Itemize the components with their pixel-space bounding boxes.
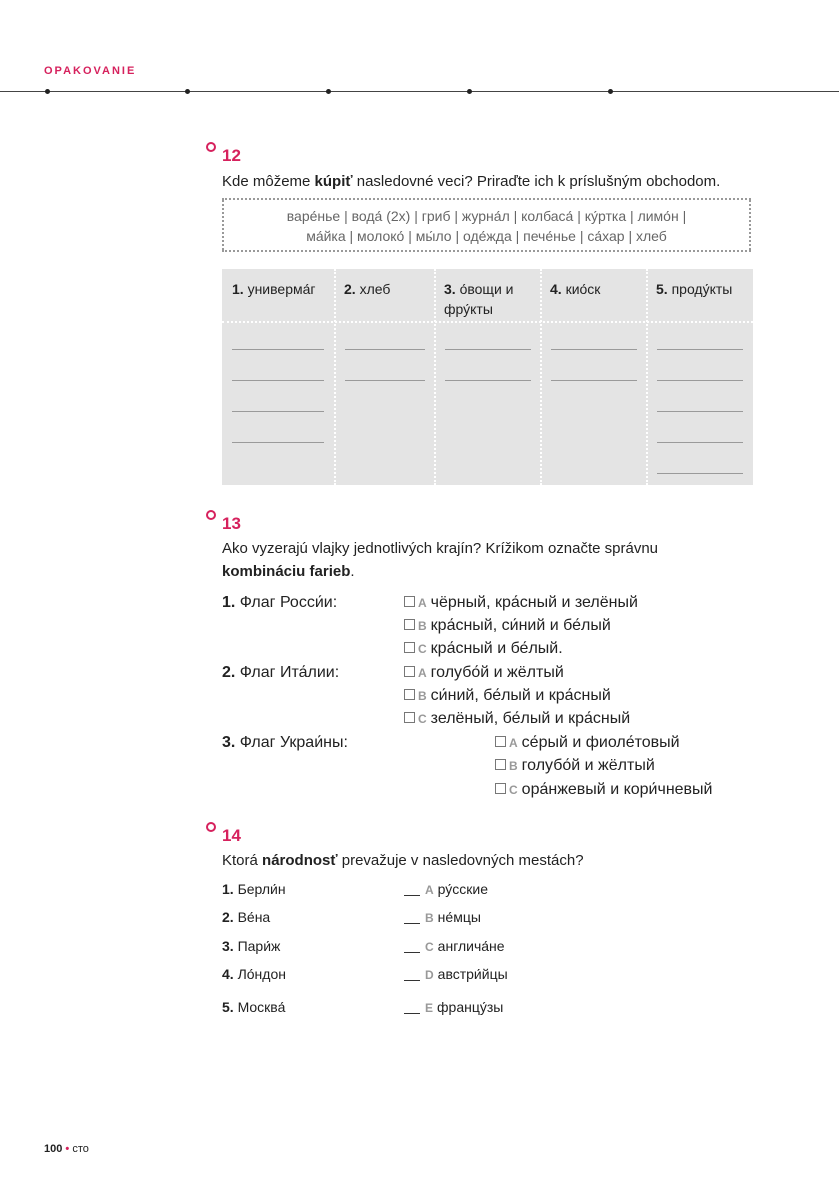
city-number: 1.	[222, 881, 234, 897]
header-divider	[222, 321, 753, 323]
answer-blank[interactable]	[232, 380, 324, 381]
nationality-text: францу́зы	[437, 999, 504, 1015]
nationality-text: ру́сские	[437, 881, 489, 897]
shop-number: 1.	[232, 281, 244, 297]
flag-option[interactable]	[404, 664, 564, 682]
page-number: 100	[44, 1143, 63, 1155]
option-text: си́ний, бе́лый и кра́сный	[430, 687, 611, 704]
rule-dot	[326, 89, 331, 94]
option-text: кра́сный и бе́лый.	[430, 640, 563, 657]
instruction-text: Ktorá	[222, 852, 263, 869]
option-letter: A	[418, 596, 427, 610]
city-name: Ве́на	[237, 909, 271, 925]
shop-number: 4.	[550, 281, 562, 297]
word-bank-line-2: ма́йка | молоко́ | мы́ло | оде́жда | пече́нье | са́хар | хлеб	[306, 228, 667, 244]
answer-gap[interactable]	[404, 895, 420, 896]
shop-table	[222, 269, 753, 485]
option-letter: A	[418, 666, 427, 680]
nationality-item[interactable]	[404, 909, 481, 925]
option-text: чёрный, кра́сный и зелёный	[430, 594, 638, 611]
answer-blank[interactable]	[657, 411, 743, 412]
option-letter: C	[418, 712, 427, 726]
question-label: Флаг Украи́ны:	[239, 734, 348, 751]
option-letter: A	[509, 736, 518, 750]
option-letter: B	[418, 619, 427, 633]
word-bank-line-1: варе́нье | вода́ (2х) | гриб | журна́л | колбаса́ | ку́ртка | лимо́н |	[286, 208, 687, 224]
flag-option[interactable]	[495, 757, 655, 775]
answer-blank[interactable]	[657, 442, 743, 443]
checkbox[interactable]	[404, 619, 415, 630]
option-text: голубо́й и жёлтый	[521, 757, 655, 774]
flag-question-1	[222, 594, 337, 612]
flag-option[interactable]	[495, 781, 713, 799]
rule-dot	[467, 89, 472, 94]
checkbox[interactable]	[404, 712, 415, 723]
exercise-number-12: 12	[222, 146, 241, 165]
checkbox[interactable]	[495, 783, 506, 794]
shop-header	[344, 279, 428, 299]
nationality-text: австри́йцы	[437, 966, 508, 982]
shop-name: кио́ск	[565, 281, 601, 297]
question-label: Флаг Росси́и:	[239, 594, 338, 611]
shop-name: о́вощи и фру́кты	[444, 281, 514, 317]
city-item	[222, 881, 286, 897]
option-letter: B	[509, 759, 518, 773]
option-text: зелёный, бе́лый и кра́сный	[430, 710, 631, 727]
option-text: се́рый и фиоле́товый	[521, 734, 680, 751]
flag-option[interactable]	[404, 710, 630, 728]
answer-blank[interactable]	[551, 349, 637, 350]
instruction-text: Kde môžeme	[222, 173, 315, 190]
answer-blank[interactable]	[657, 380, 743, 381]
shop-column	[334, 269, 434, 485]
answer-blank[interactable]	[345, 380, 425, 381]
flag-option[interactable]	[404, 594, 638, 612]
exercise-number-14: 14	[222, 826, 241, 845]
answer-blank[interactable]	[657, 349, 743, 350]
page-word: сто	[72, 1143, 89, 1155]
city-number: 5.	[222, 999, 234, 1015]
answer-blank[interactable]	[445, 380, 531, 381]
shop-name: хлеб	[359, 281, 391, 297]
city-name: Берли́н	[237, 881, 286, 897]
nationality-text: не́мцы	[437, 909, 481, 925]
rule-dot	[608, 89, 613, 94]
shop-column	[540, 269, 646, 485]
city-name: Пари́ж	[237, 938, 281, 954]
option-letter: B	[418, 689, 427, 703]
city-number: 2.	[222, 909, 234, 925]
shop-column	[646, 269, 753, 485]
section-title: OPAKOVANIE	[44, 65, 137, 77]
shop-name: проду́кты	[671, 281, 733, 297]
city-item	[222, 999, 285, 1015]
answer-gap[interactable]	[404, 1013, 420, 1014]
checkbox[interactable]	[495, 759, 506, 770]
answer-blank[interactable]	[232, 411, 324, 412]
instruction-bold: národnosť	[262, 852, 338, 869]
option-letter: C	[418, 642, 427, 656]
instruction-text: .	[350, 563, 355, 580]
exercise-marker-icon	[206, 142, 216, 152]
option-letter: C	[509, 783, 518, 797]
answer-blank[interactable]	[551, 380, 637, 381]
exercise-14-instruction	[222, 849, 762, 872]
page-footer	[44, 1143, 89, 1155]
answer-blank[interactable]	[232, 349, 324, 350]
checkbox[interactable]	[404, 666, 415, 677]
checkbox[interactable]	[404, 596, 415, 607]
shop-number: 3.	[444, 281, 456, 297]
flag-option[interactable]	[404, 617, 611, 635]
nationality-item[interactable]	[404, 938, 505, 954]
instruction-text: Ako vyzerajú vlajky jednotlivých krajín? Krížikom označte správnu	[222, 540, 659, 557]
shop-number: 2.	[344, 281, 356, 297]
shop-header	[550, 279, 640, 299]
option-text: голубо́й и жёлтый	[430, 664, 564, 681]
exercise-marker-icon	[206, 822, 216, 832]
bullet-icon: •	[65, 1143, 70, 1155]
answer-blank[interactable]	[232, 442, 324, 443]
question-number: 2.	[222, 664, 236, 681]
question-number: 3.	[222, 734, 236, 751]
nationality-item[interactable]	[404, 881, 488, 897]
option-letter: D	[425, 968, 434, 982]
shop-column	[222, 269, 334, 485]
nationality-item[interactable]	[404, 966, 508, 982]
rule-dot	[185, 89, 190, 94]
nationality-item[interactable]	[404, 999, 503, 1015]
option-letter: C	[425, 940, 434, 954]
instruction-text: prevažuje v nasledovných mestách?	[337, 852, 584, 869]
option-letter: B	[425, 911, 434, 925]
answer-gap[interactable]	[404, 980, 420, 981]
question-label: Флаг Ита́лии:	[239, 664, 340, 681]
column-divider	[334, 269, 336, 485]
exercise-number-13: 13	[222, 514, 241, 533]
shop-header	[656, 279, 747, 299]
option-text: кра́сный, си́ний и бе́лый	[430, 617, 611, 634]
instruction-bold: kúpiť	[314, 173, 353, 190]
flag-option[interactable]	[495, 734, 680, 752]
shop-header	[444, 279, 534, 319]
flag-option[interactable]	[404, 640, 563, 658]
column-divider	[540, 269, 542, 485]
flag-question-2	[222, 664, 339, 682]
nationality-text: англича́не	[437, 938, 505, 954]
city-name: Ло́ндон	[237, 966, 286, 982]
shop-column	[434, 269, 540, 485]
exercise-12-instruction	[222, 170, 762, 193]
answer-blank[interactable]	[345, 349, 425, 350]
answer-gap[interactable]	[404, 923, 420, 924]
city-number: 3.	[222, 938, 234, 954]
shop-header	[232, 279, 328, 299]
shop-number: 5.	[656, 281, 668, 297]
instruction-text: nasledovné veci? Priraďte ich k príslušným obchodom.	[352, 173, 721, 190]
option-text: ора́нжевый и кори́чневый	[521, 781, 713, 798]
city-item	[222, 938, 280, 954]
answer-blank[interactable]	[657, 473, 743, 474]
checkbox[interactable]	[495, 736, 506, 747]
flag-question-3	[222, 734, 348, 752]
exercise-marker-icon	[206, 510, 216, 520]
column-divider	[434, 269, 436, 485]
column-divider	[646, 269, 648, 485]
instruction-bold: kombináciu farieb	[222, 563, 351, 580]
exercise-13-instruction	[222, 537, 762, 583]
checkbox[interactable]	[404, 689, 415, 700]
shop-name: универма́г	[247, 281, 316, 297]
answer-gap[interactable]	[404, 952, 420, 953]
checkbox[interactable]	[404, 642, 415, 653]
option-letter: E	[425, 1001, 434, 1015]
word-bank	[222, 198, 751, 252]
option-letter: A	[425, 883, 434, 897]
question-number: 1.	[222, 594, 236, 611]
rule-dot	[45, 89, 50, 94]
city-name: Москва́	[237, 999, 286, 1015]
city-item	[222, 909, 270, 925]
city-number: 4.	[222, 966, 234, 982]
answer-blank[interactable]	[445, 349, 531, 350]
city-item	[222, 966, 286, 982]
flag-option[interactable]	[404, 687, 611, 705]
header-rule	[0, 91, 839, 92]
